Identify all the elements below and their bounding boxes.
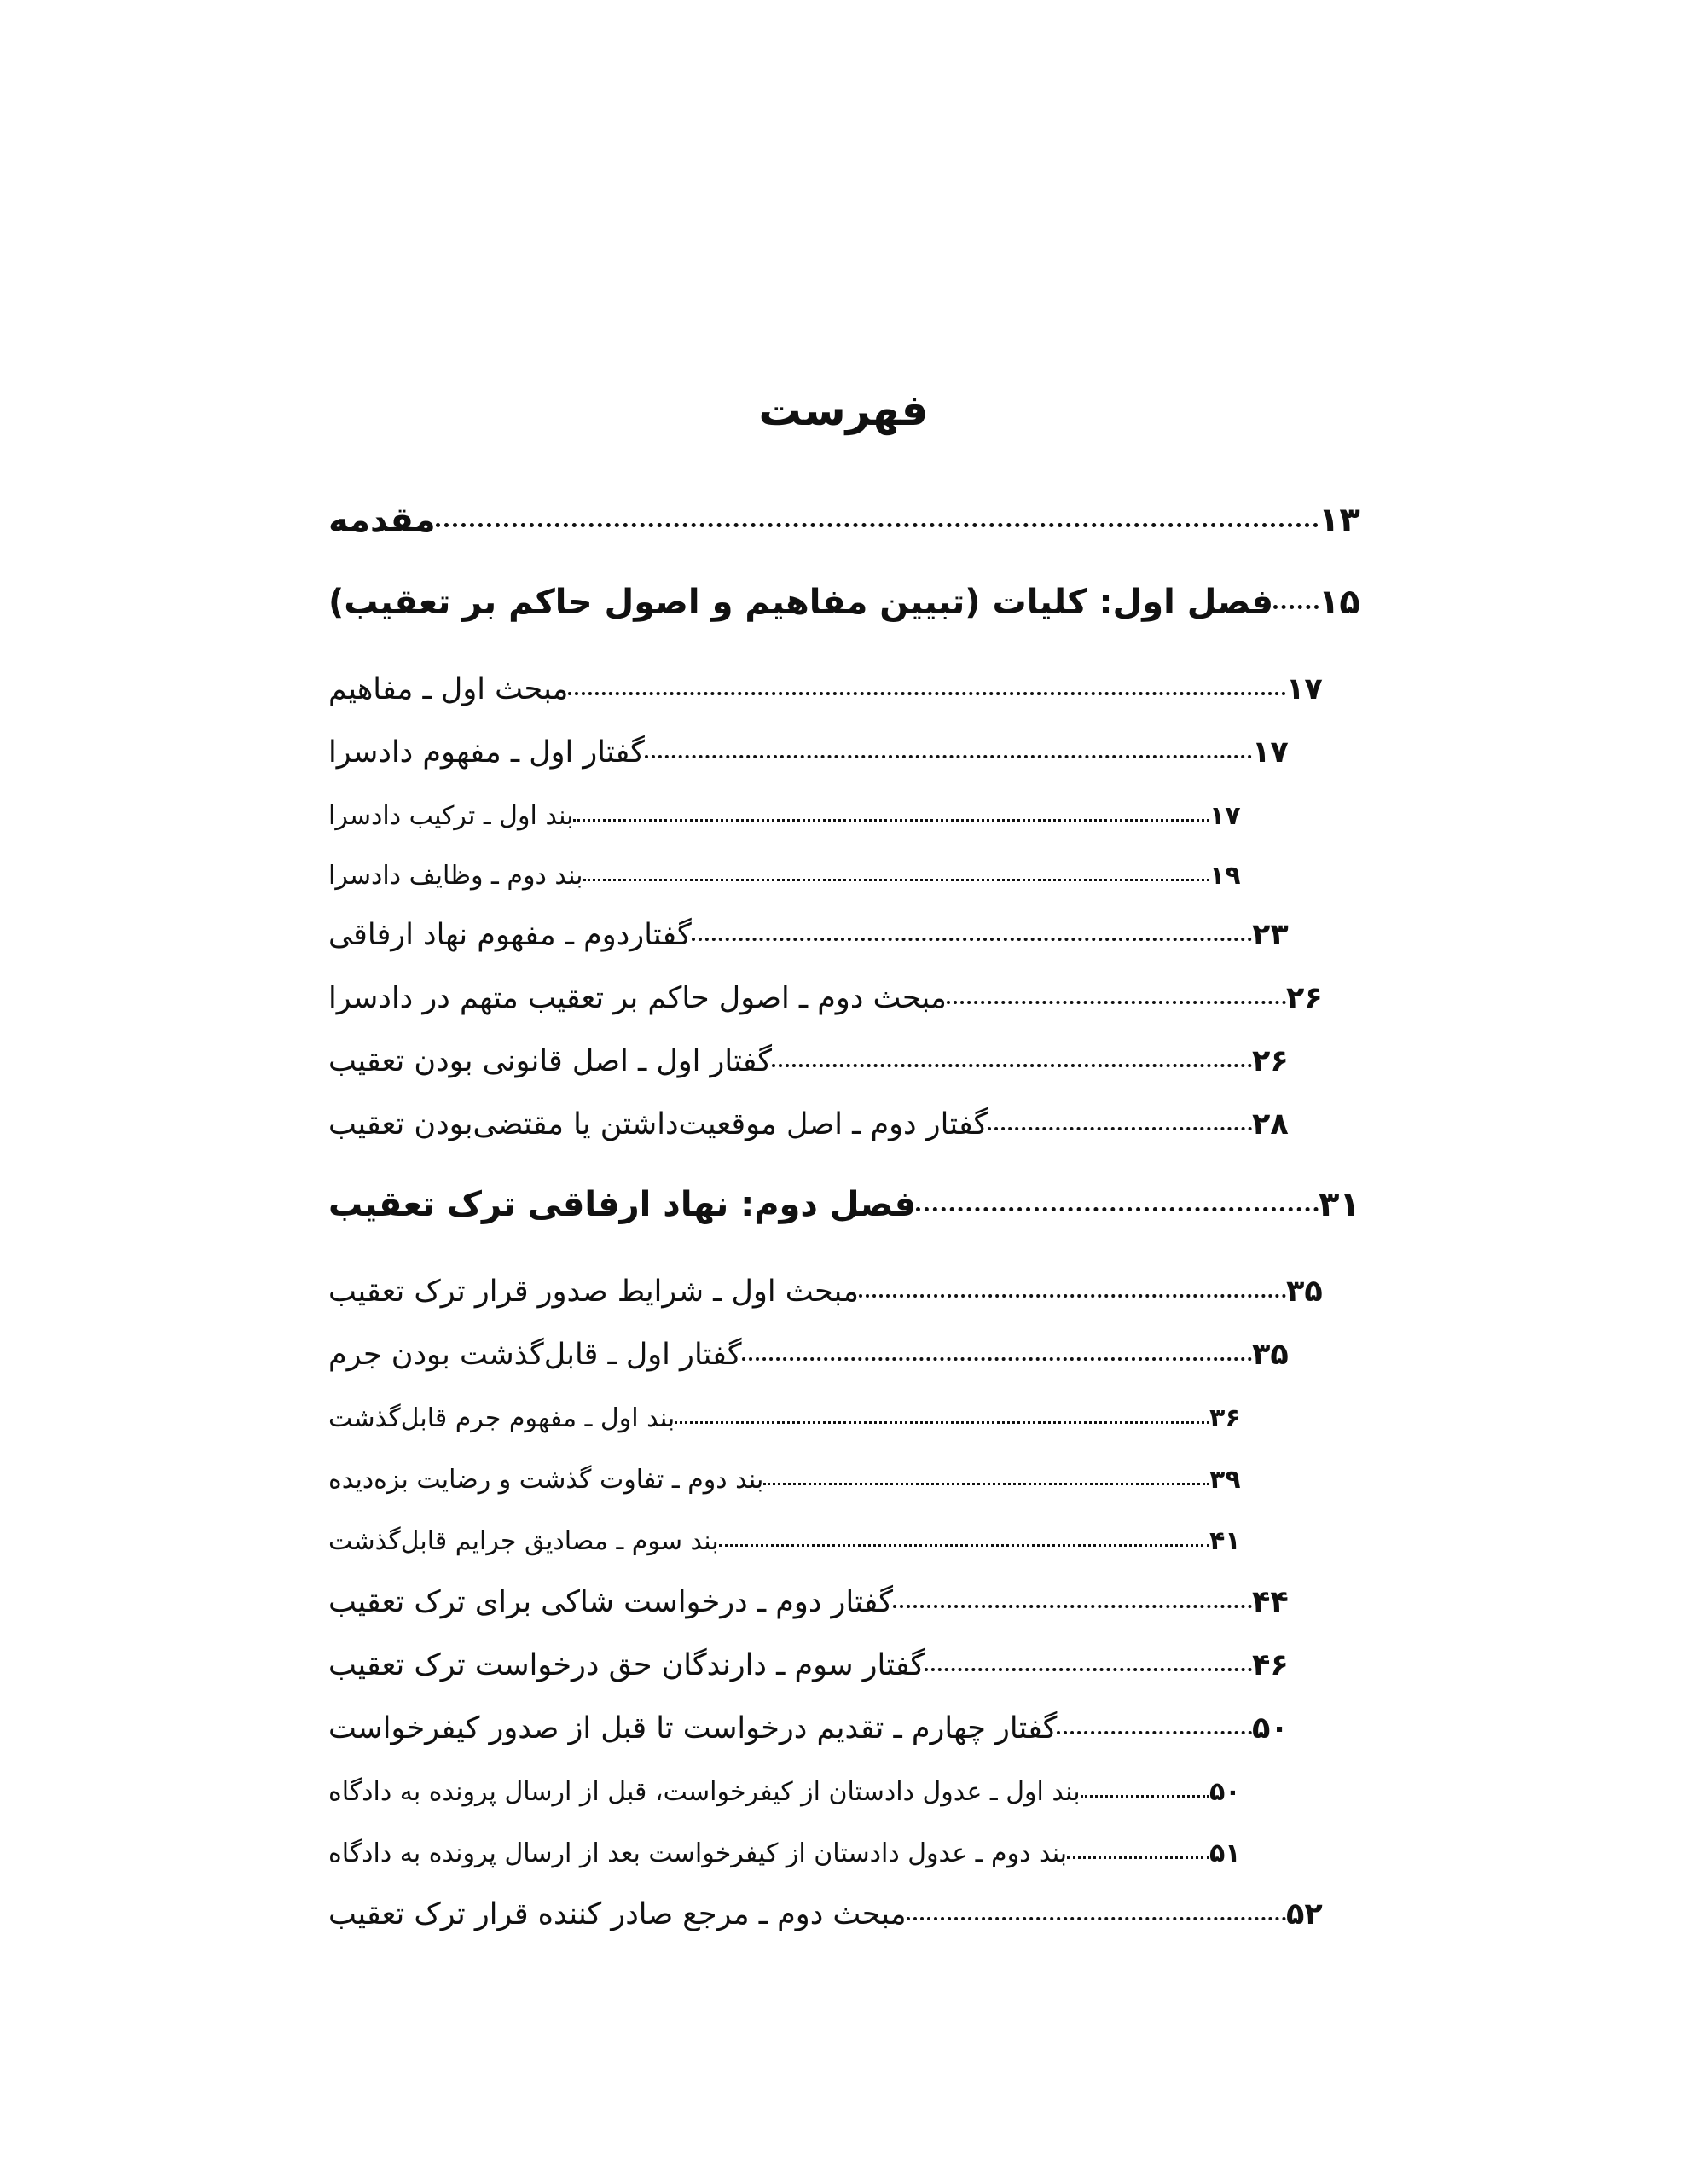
- dot-leader: [859, 1294, 1286, 1298]
- toc-entry-page: ۳۵: [1252, 1338, 1289, 1372]
- toc-entry-clause[interactable]: [320, 850, 1269, 901]
- toc-entry-page: ۲۶: [1252, 1044, 1289, 1078]
- dot-leader: [1273, 605, 1319, 609]
- dot-leader: [573, 819, 1209, 822]
- toc-entry-title: فصل دوم: نهاد ارفاقی ترک تعقیب: [328, 1185, 917, 1224]
- toc-entry-title: گفتار اول ـ اصل قانونی بودن تعقیب: [328, 1044, 773, 1078]
- toc-entry-part[interactable]: [320, 1577, 1312, 1628]
- toc-entry-page: ۵۲: [1286, 1897, 1323, 1931]
- toc-entry-page: ۴۱: [1209, 1525, 1241, 1556]
- dot-leader: [583, 879, 1210, 881]
- dot-leader: [1057, 1731, 1252, 1734]
- toc-entry-page: ۴۶: [1252, 1648, 1289, 1682]
- toc-entry-page: ۵۰: [1252, 1711, 1289, 1745]
- toc-entry-page: ۳۶: [1209, 1403, 1241, 1433]
- toc-entry-page: ۱۷: [1209, 800, 1241, 831]
- toc-entry-title: مبحث اول ـ شرایط صدور قرار ترک تعقیب: [328, 1275, 859, 1309]
- toc-entry-part[interactable]: [320, 1703, 1312, 1754]
- toc-entry-section[interactable]: [320, 973, 1346, 1024]
- toc-entry-page: ۱۳: [1319, 501, 1360, 540]
- dot-leader: [1067, 1856, 1209, 1859]
- toc-entry-page: ۴۴: [1252, 1585, 1289, 1619]
- toc-entry-page: ۲۸: [1252, 1107, 1289, 1141]
- toc-entry-part[interactable]: [320, 909, 1312, 961]
- toc-entry-page: ۱۷: [1286, 672, 1323, 706]
- toc-entry-title: فصل اول: کلیات (تبیین مفاهیم و اصول حاکم بر تعقیب): [328, 583, 1274, 622]
- toc-entry-title: مقدمه: [328, 501, 436, 540]
- toc-entry-chapter-2[interactable]: [320, 1179, 1378, 1230]
- toc-entry-title: گفتار دوم ـ اصل موقعیت‌داشتن یا مقتضی‌بودن تعقیب: [328, 1107, 988, 1141]
- toc-entry-introduction[interactable]: [320, 495, 1378, 546]
- dot-leader: [772, 1064, 1252, 1067]
- dot-leader: [916, 1207, 1319, 1211]
- dot-leader: [719, 1544, 1209, 1547]
- toc-entry-page: ۲۳: [1252, 918, 1289, 952]
- dot-leader: [436, 523, 1319, 527]
- toc-entry-title: گفتار سوم ـ دارندگان حق درخواست ترک تعقیب: [328, 1648, 925, 1682]
- dot-leader: [988, 1127, 1252, 1130]
- toc-entry-clause[interactable]: [320, 1827, 1269, 1879]
- toc-entry-title: بند اول ـ ترکیب دادسرا: [328, 800, 574, 831]
- dot-leader: [742, 1357, 1252, 1361]
- toc-entry-page: ۳۱: [1319, 1185, 1360, 1224]
- dot-leader: [675, 1421, 1209, 1424]
- toc-entry-title: بند دوم ـ تفاوت گذشت و رضایت بزه‌دیده: [328, 1464, 764, 1495]
- toc-entry-title: گفتار اول ـ مفهوم دادسرا: [328, 735, 645, 770]
- toc-entry-clause[interactable]: [320, 1766, 1269, 1817]
- toc-entry-clause[interactable]: [320, 790, 1269, 841]
- toc-entry-page: ۱۹: [1209, 860, 1241, 891]
- dot-leader: [925, 1668, 1252, 1671]
- dot-leader: [907, 1917, 1286, 1920]
- toc-entry-page: ۱۷: [1252, 735, 1289, 770]
- dot-leader: [568, 692, 1286, 695]
- dot-leader: [763, 1483, 1209, 1485]
- toc-entry-title: بند دوم ـ عدول دادستان از کیفرخواست بعد از ارسال پرونده به دادگاه: [328, 1838, 1068, 1868]
- toc-entry-section[interactable]: [320, 1266, 1346, 1317]
- toc-entry-page: ۵۱: [1209, 1838, 1241, 1868]
- toc-entry-title: مبحث اول ـ مفاهیم: [328, 672, 569, 706]
- toc-entry-title: مبحث دوم ـ اصول حاکم بر تعقیب متهم در دادسرا: [328, 981, 947, 1015]
- toc-entry-page: ۵۰: [1209, 1776, 1241, 1807]
- toc-entry-clause[interactable]: [320, 1392, 1269, 1443]
- toc-entry-page: ۳۵: [1286, 1275, 1323, 1309]
- toc-entry-part[interactable]: [320, 1640, 1312, 1691]
- toc-entry-title: گفتاردوم ـ مفهوم نهاد ارفاقی: [328, 918, 692, 952]
- toc-entry-clause[interactable]: [320, 1454, 1269, 1505]
- toc-entry-page: ۳۹: [1209, 1464, 1241, 1495]
- dot-leader: [947, 1001, 1286, 1004]
- toc-entry-section[interactable]: [320, 664, 1346, 715]
- toc-entry-part[interactable]: [320, 1329, 1312, 1380]
- toc-entry-title: مبحث دوم ـ مرجع صادر کننده قرار ترک تعقیب: [328, 1897, 907, 1931]
- toc-entry-title: بند دوم ـ وظایف دادسرا: [328, 860, 583, 891]
- toc-entry-section[interactable]: [320, 1889, 1346, 1940]
- toc-entry-title: بند اول ـ عدول دادستان از کیفرخواست، قبل از ارسال پرونده به دادگاه: [328, 1776, 1081, 1807]
- toc-entry-title: گفتار اول ـ قابل‌گذشت بودن جرم: [328, 1338, 742, 1372]
- toc-entry-part[interactable]: [320, 1036, 1312, 1087]
- toc-entry-title: گفتار چهارم ـ تقدیم درخواست تا قبل از صدور کیفرخواست: [328, 1711, 1058, 1745]
- toc-entry-part[interactable]: [320, 1099, 1312, 1150]
- dot-leader: [645, 755, 1252, 758]
- toc-entry-title: بند اول ـ مفهوم جرم قابل‌گذشت: [328, 1403, 675, 1433]
- toc-entry-chapter-1[interactable]: [320, 577, 1378, 628]
- toc-entry-title: بند سوم ـ مصادیق جرایم قابل‌گذشت: [328, 1525, 719, 1556]
- toc-entry-page: ۲۶: [1286, 981, 1323, 1015]
- toc-entry-part[interactable]: [320, 727, 1312, 778]
- page-title: فهرست: [758, 386, 929, 435]
- toc-entry-clause[interactable]: [320, 1515, 1269, 1566]
- toc-entry-page: ۱۵: [1319, 583, 1360, 622]
- dot-leader: [1081, 1795, 1209, 1798]
- dot-leader: [893, 1605, 1252, 1608]
- toc-entry-title: گفتار دوم ـ درخواست شاکی برای ترک تعقیب: [328, 1585, 894, 1619]
- dot-leader: [692, 938, 1252, 941]
